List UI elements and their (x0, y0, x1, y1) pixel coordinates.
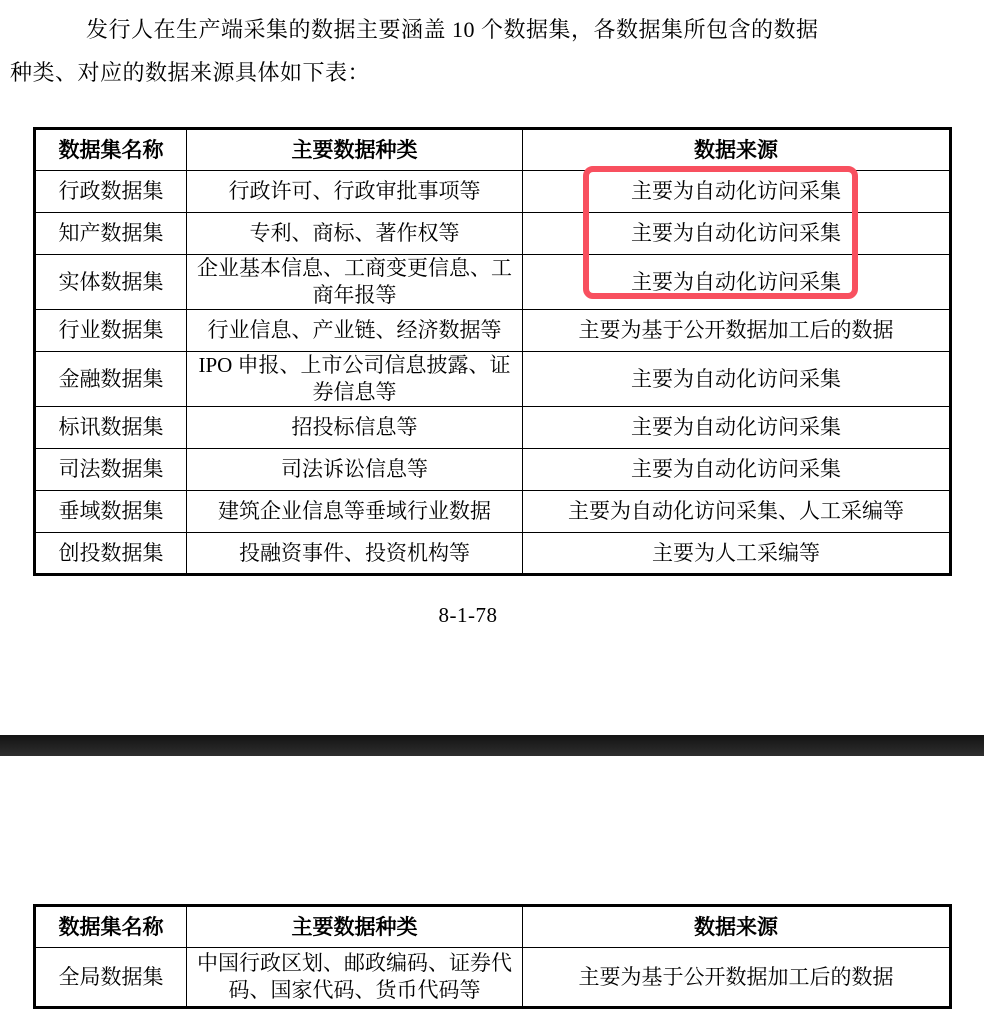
cell-data-types: 招投标信息等 (187, 407, 523, 449)
cell-data-types: 企业基本信息、工商变更信息、工商年报等 (187, 255, 523, 310)
cell-dataset-name: 创投数据集 (35, 533, 187, 575)
page-number: 8-1-78 (438, 603, 498, 627)
column-header-data-source: 数据来源 (523, 129, 951, 171)
intro-paragraph (10, 8, 819, 94)
page-separator-bar (0, 735, 984, 756)
column-header-data-types: 主要数据种类 (187, 129, 523, 171)
table-row (35, 533, 951, 575)
table-row (35, 255, 951, 310)
cell-dataset-name: 垂域数据集 (35, 491, 187, 533)
cell-data-source: 主要为基于公开数据加工后的数据 (523, 948, 951, 1008)
cell-data-source: 主要为自动化访问采集 (523, 407, 951, 449)
cell-data-types: 行业信息、产业链、经济数据等 (187, 310, 523, 352)
intro-paragraph-line2: 种类、对应的数据来源具体如下表： (10, 60, 371, 85)
cell-dataset-name: 司法数据集 (35, 449, 187, 491)
cell-data-types: 专利、商标、著作权等 (187, 213, 523, 255)
cell-data-source: 主要为自动化访问采集 (523, 171, 951, 213)
table-header-row (35, 906, 951, 948)
table-row (35, 213, 951, 255)
cell-data-types: 建筑企业信息等垂域行业数据 (187, 491, 523, 533)
column-header-dataset-name: 数据集名称 (35, 906, 187, 948)
cell-dataset-name: 行政数据集 (35, 171, 187, 213)
table-row (35, 449, 951, 491)
cell-dataset-name: 全局数据集 (35, 948, 187, 1008)
cell-data-types: IPO 申报、上市公司信息披露、证券信息等 (187, 352, 523, 407)
cell-dataset-name: 金融数据集 (35, 352, 187, 407)
table-row (35, 948, 951, 1008)
cell-data-source: 主要为自动化访问采集 (523, 213, 951, 255)
cell-data-types: 行政许可、行政审批事项等 (187, 171, 523, 213)
cell-data-types: 中国行政区划、邮政编码、证券代码、国家代码、货币代码等 (187, 948, 523, 1008)
dataset-table-main (33, 127, 952, 576)
table-row (35, 352, 951, 407)
cell-data-source: 主要为自动化访问采集 (523, 449, 951, 491)
cell-dataset-name: 实体数据集 (35, 255, 187, 310)
cell-data-source: 主要为自动化访问采集 (523, 255, 951, 310)
dataset-table-continued (33, 904, 952, 1009)
cell-dataset-name: 标讯数据集 (35, 407, 187, 449)
cell-data-source: 主要为自动化访问采集 (523, 352, 951, 407)
cell-data-source: 主要为人工采编等 (523, 533, 951, 575)
column-header-dataset-name: 数据集名称 (35, 129, 187, 171)
table-row (35, 171, 951, 213)
cell-dataset-name: 行业数据集 (35, 310, 187, 352)
column-header-data-source: 数据来源 (523, 906, 951, 948)
table-row (35, 310, 951, 352)
table-header-row (35, 129, 951, 171)
table-row (35, 491, 951, 533)
cell-data-types: 司法诉讼信息等 (187, 449, 523, 491)
cell-data-types: 投融资事件、投资机构等 (187, 533, 523, 575)
column-header-data-types: 主要数据种类 (187, 906, 523, 948)
cell-data-source: 主要为自动化访问采集、人工采编等 (523, 491, 951, 533)
table-row (35, 407, 951, 449)
cell-data-source: 主要为基于公开数据加工后的数据 (523, 310, 951, 352)
cell-dataset-name: 知产数据集 (35, 213, 187, 255)
intro-paragraph-line1: 发行人在生产端采集的数据主要涵盖 10 个数据集，各数据集所包含的数据 (86, 17, 819, 42)
